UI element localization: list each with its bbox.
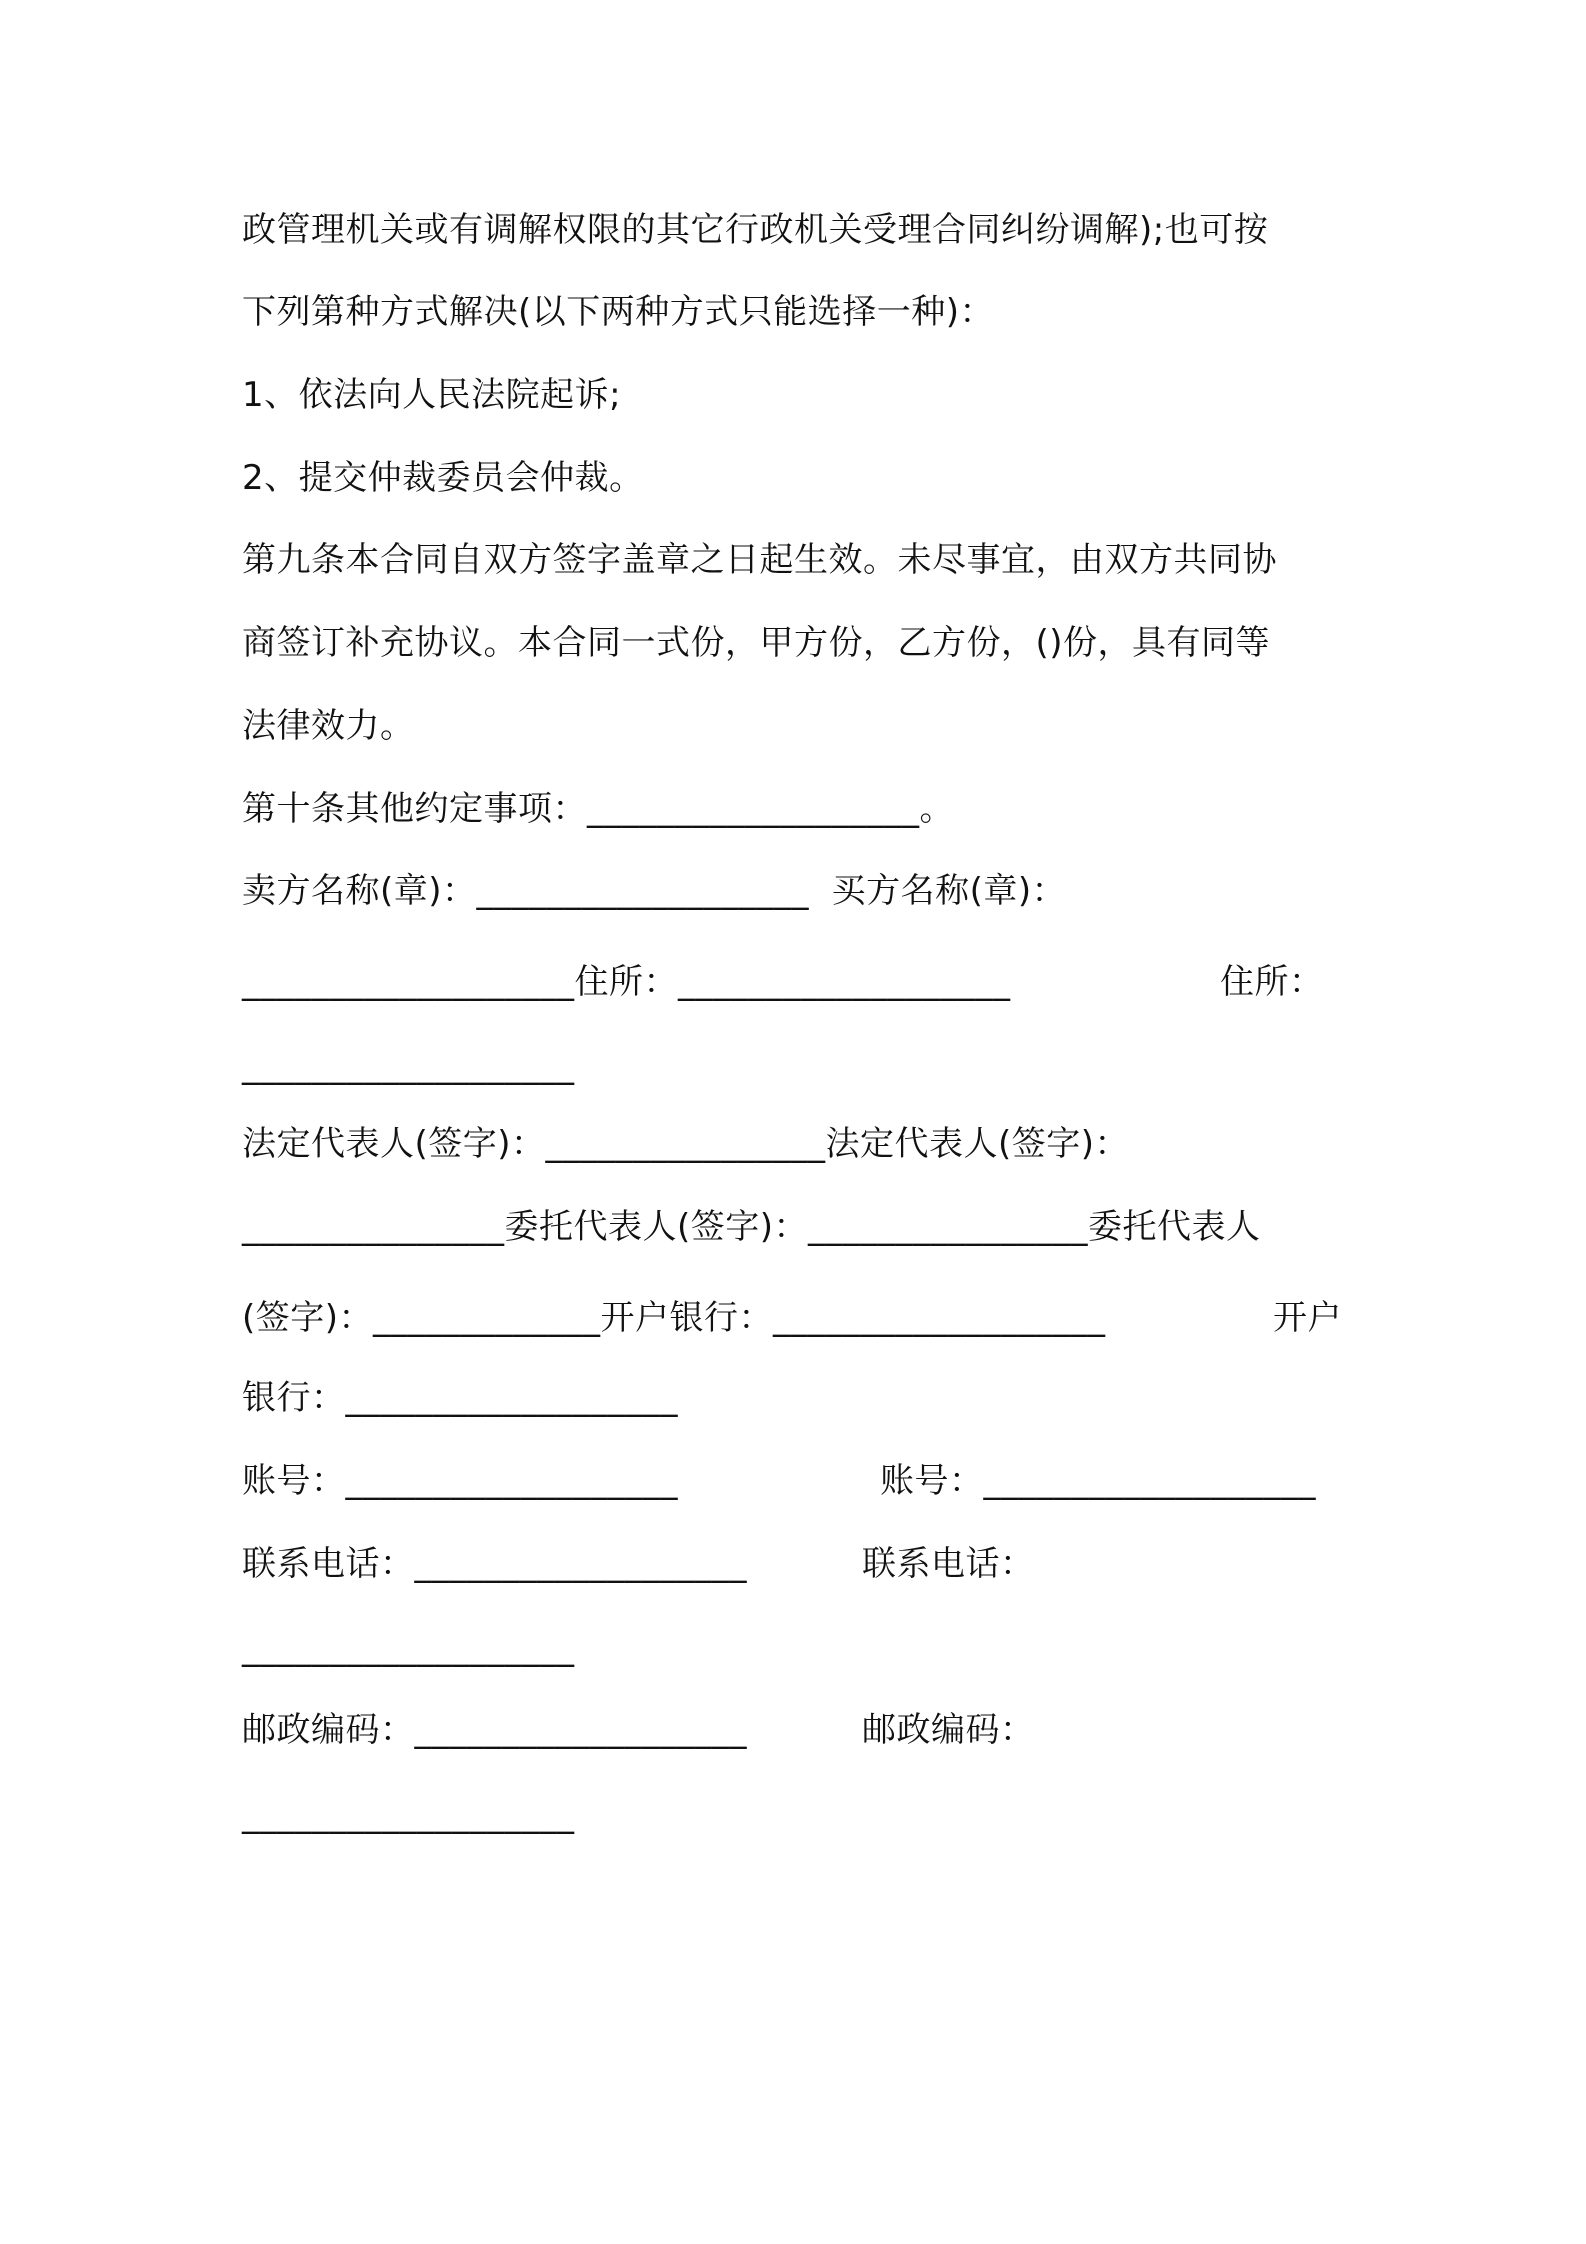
seller-phone-line: 联系电话：___________________ xyxy=(242,1544,747,1584)
paragraph-line-2: 下列第种方式解决(以下两种方式只能选择一种)： xyxy=(242,292,995,332)
authorized-rep-line: _______________委托代表人(签字)：________________委托代表人 xyxy=(242,1207,1261,1247)
buyer-bank-blank: 银行：___________________ xyxy=(242,1378,678,1418)
buyer-postcode-blank: ___________________ xyxy=(242,1795,575,1835)
list-item-1: 1、依法向人民法院起诉; xyxy=(242,375,622,415)
buyer-postcode-label: 邮政编码： xyxy=(862,1710,1035,1750)
article-9-line-3: 法律效力。 xyxy=(242,706,415,746)
seller-address-line: ___________________住所：___________________ xyxy=(242,962,1011,1002)
party-names-line: 卖方名称(章)：___________________ 买方名称(章)： xyxy=(242,871,1067,911)
article-9-line-2: 商签订补充协议。本合同一式份，甲方份，乙方份，()份，具有同等 xyxy=(242,623,1271,663)
article-10-line: 第十条其他约定事项：___________________。 xyxy=(242,789,954,829)
seller-account-line: 账号：___________________ xyxy=(242,1461,678,1501)
buyer-bank-label: 开户 xyxy=(1273,1298,1342,1338)
list-item-2: 2、提交仲裁委员会仲裁。 xyxy=(242,458,644,498)
buyer-phone-blank: ___________________ xyxy=(242,1628,575,1668)
paragraph-line-1: 政管理机关或有调解权限的其它行政机关受理合同纠纷调解);也可按 xyxy=(242,210,1269,250)
buyer-account-line: 账号：___________________ xyxy=(880,1461,1316,1501)
buyer-phone-label: 联系电话： xyxy=(862,1544,1035,1584)
buyer-address-blank: ___________________ xyxy=(242,1046,575,1086)
bank-line: (签字)：_____________开户银行：___________________ xyxy=(242,1298,1106,1338)
legal-rep-line: 法定代表人(签字)：________________法定代表人(签字)： xyxy=(242,1124,1130,1164)
article-9-line-1: 第九条本合同自双方签字盖章之日起生效。未尽事宜，由双方共同协 xyxy=(242,540,1277,580)
buyer-address-label: 住所： xyxy=(1220,962,1324,1002)
seller-postcode-line: 邮政编码：___________________ xyxy=(242,1710,747,1750)
